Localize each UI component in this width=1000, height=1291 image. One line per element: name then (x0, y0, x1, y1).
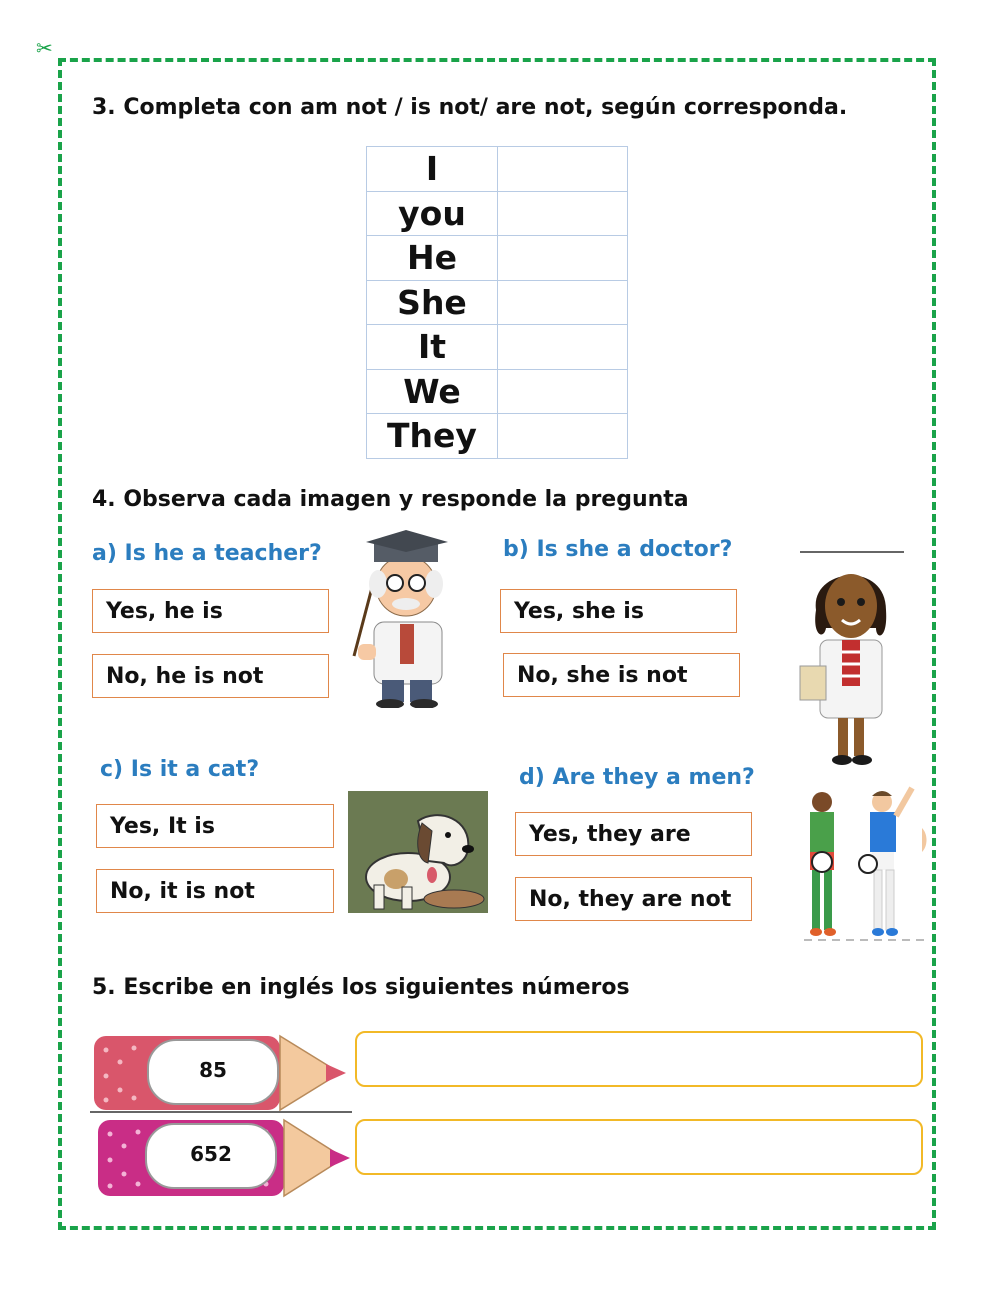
table-row (367, 414, 628, 459)
section-4-heading: 4. Observa cada imagen y responde la pregunta (92, 487, 689, 512)
answer-cell[interactable] (498, 369, 628, 414)
teacher-image (346, 528, 466, 708)
answer-cell[interactable] (498, 414, 628, 459)
pronoun-cell: you (367, 191, 498, 236)
pronoun-cell: They (367, 414, 498, 459)
pronoun-cell: It (367, 325, 498, 370)
answer-option-no[interactable]: No, she is not (503, 653, 740, 697)
pronoun-cell: I (367, 147, 498, 192)
answer-cell[interactable] (498, 147, 628, 192)
scissors-icon: ✂ (36, 36, 53, 60)
pronoun-cell: We (367, 369, 498, 414)
answer-option-yes[interactable]: Yes, they are (515, 812, 752, 856)
answer-option-yes[interactable]: Yes, It is (96, 804, 334, 848)
section-5-heading: 5. Escribe en inglés los siguientes números (92, 975, 630, 1000)
pronoun-cell: He (367, 236, 498, 281)
question-c: c) Is it a cat? (100, 757, 260, 782)
answer-option-yes[interactable]: Yes, she is (500, 589, 737, 633)
table-row (367, 280, 628, 325)
table-row (367, 236, 628, 281)
doctor-image (796, 548, 908, 772)
table-row (367, 369, 628, 414)
table-row (367, 325, 628, 370)
answer-option-yes[interactable]: Yes, he is (92, 589, 329, 633)
answer-cell[interactable] (498, 325, 628, 370)
pronoun-cell: She (367, 280, 498, 325)
question-a: a) Is he a teacher? (92, 541, 322, 566)
section-3-heading: 3. Completa con am not / is not/ are not, según corresponda. (92, 95, 848, 120)
answer-option-no[interactable]: No, he is not (92, 654, 329, 698)
answer-option-no[interactable]: No, they are not (515, 877, 752, 921)
soccer-players-image (800, 782, 928, 944)
answer-cell[interactable] (498, 236, 628, 281)
answer-cell[interactable] (498, 280, 628, 325)
number-label: 652 (190, 1142, 232, 1166)
answer-option-no[interactable]: No, it is not (96, 869, 334, 913)
dog-image (348, 791, 488, 913)
table-row (367, 147, 628, 192)
answer-input[interactable] (355, 1031, 923, 1087)
question-d: d) Are they a men? (519, 765, 755, 790)
answer-input[interactable] (355, 1119, 923, 1175)
question-b: b) Is she a doctor? (503, 537, 733, 562)
table-row (367, 191, 628, 236)
pronoun-table (366, 146, 628, 459)
answer-cell[interactable] (498, 191, 628, 236)
number-label: 85 (199, 1058, 227, 1082)
